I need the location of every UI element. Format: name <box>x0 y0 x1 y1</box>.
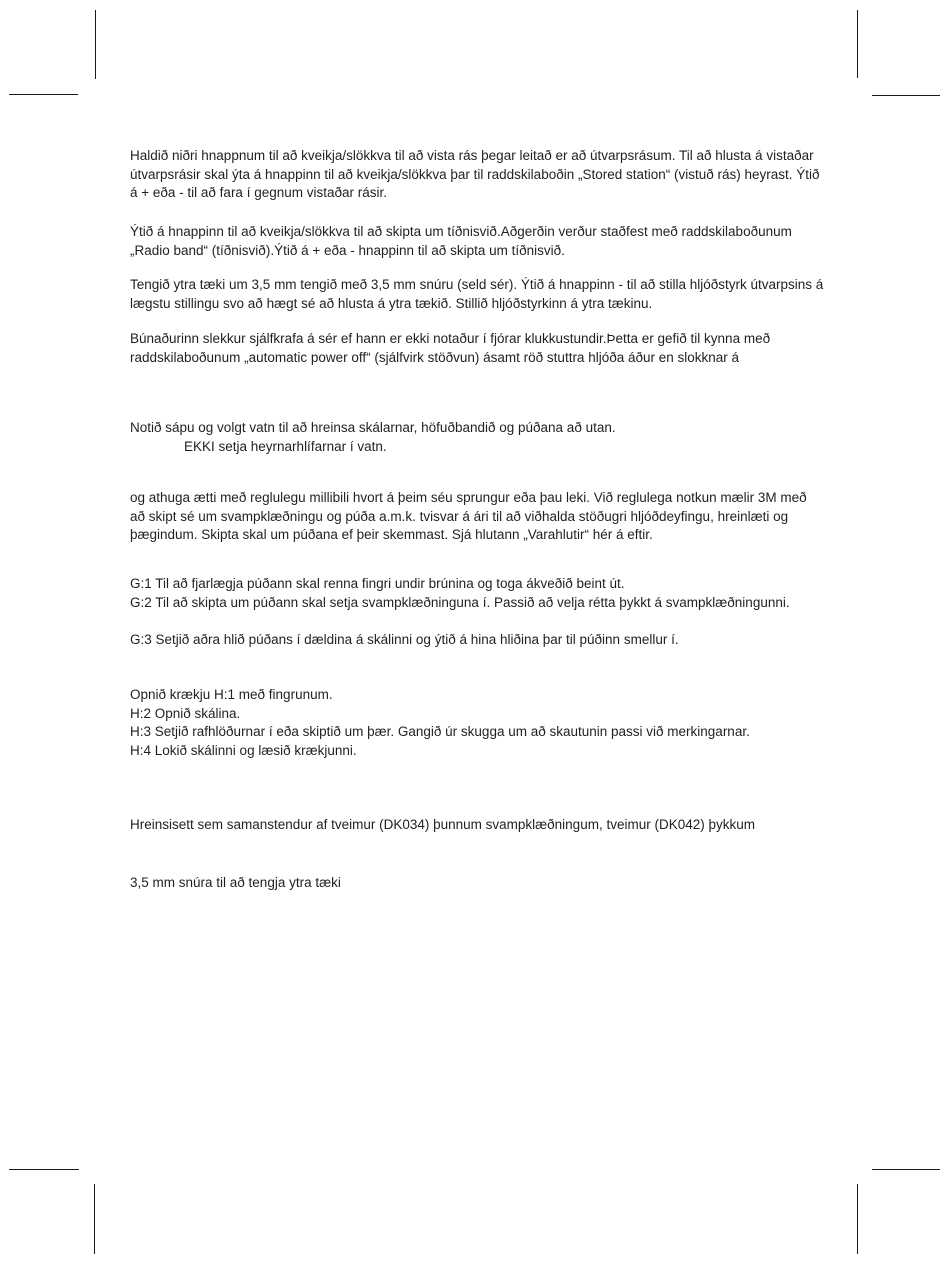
steps-h1-h4 <box>130 686 890 760</box>
paragraph-cleaning <box>130 419 890 456</box>
text-line: Ýtið á hnappinn til að kveikja/slökkva til að skipta um tíðnisvið.Aðgerðin verður staðfest með raddskilaboðunum <box>130 224 792 239</box>
text-line: Haldið niðri hnappnum til að kveikja/slökkva til að vista rás þegar leitað er að útvarpsrásum. Til að hlusta á vistaðar <box>130 148 814 163</box>
text-line: G:2 Til að skipta um púðann skal setja svampklæðninguna í. Passið að velja rétta þykkt á svampklæðningunni. <box>130 594 790 610</box>
crop-mark-bottom-left-horizontal <box>9 1169 79 1170</box>
text-line: H:4 Lokið skálinni og læsið krækjunni. <box>130 742 357 758</box>
text-line: og athuga ætti með reglulegu millibili hvort á þeim séu sprungur eða þau leki. Við reglulega notkun mælir 3M með <box>130 490 807 505</box>
paragraph-hygiene-kit <box>130 816 890 835</box>
text-line: Notið sápu og volgt vatn til að hreinsa skálarnar, höfuðbandið og púðana að utan. <box>130 420 616 435</box>
text-line: H:2 Opnið skálina. <box>130 705 241 721</box>
paragraph-external-device <box>130 276 890 313</box>
text-line: raddskilaboðunum „automatic power off“ (sjálfvirk stöðvun) ásamt röð stuttra hljóða áður en slokknar á <box>130 349 740 365</box>
step-g3 <box>130 631 890 650</box>
crop-mark-bottom-left-vertical <box>94 1184 95 1254</box>
text-line: EKKI setja heyrnarhlífarnar í vatn. <box>184 438 387 454</box>
paragraph-automatic-power-off <box>130 330 890 367</box>
crop-mark-top-left-horizontal <box>9 94 78 95</box>
text-line: „Radio band“ (tíðnisvið).Ýtið á + eða - hnappinn til að skipta um tíðnisvið. <box>130 242 565 258</box>
crop-mark-top-left-vertical <box>95 10 96 79</box>
steps-g1-g2 <box>130 575 890 612</box>
text-line: G:3 Setjið aðra hlið púðans í dældina á skálinni og ýtið á hina hliðina þar til púðinn smellur í. <box>130 632 679 647</box>
page-content <box>130 0 890 1264</box>
text-line: 3,5 mm snúra til að tengja ytra tæki <box>130 875 341 890</box>
paragraph-maintenance <box>130 489 890 545</box>
text-line: þægindum. Skipta skal um púðana ef þeir skemmast. Sjá hlutann „Varahlutir“ hér á eftir. <box>130 527 653 543</box>
text-line: að skipt sé um svampklæðningu og púða a.m.k. tvisvar á ári til að viðhalda stöðugri hljóðdeyfingu, hreinlæti og <box>130 508 789 524</box>
paragraph-radio-band <box>130 223 890 260</box>
text-line: Búnaðurinn slekkur sjálfkrafa á sér ef hann er ekki notaður í fjórar klukkustundir.Þetta er gefið til kynna með <box>130 331 771 346</box>
text-line: á + eða - til að fara í gegnum vistaðar rásir. <box>130 185 388 201</box>
text-line: Opnið krækju H:1 með fingrunum. <box>130 687 333 702</box>
text-line: Hreinsisett sem samanstendur af tveimur (DK034) þunnum svampklæðningum, tveimur (DK042) þykkum <box>130 817 755 832</box>
paragraph-store-station <box>130 147 890 203</box>
text-line: G:1 Til að fjarlægja púðann skal renna fingri undir brúnina og toga ákveðið beint út. <box>130 576 625 591</box>
text-line: H:3 Setjið rafhlöðurnar í eða skiptið um þær. Gangið úr skugga um að skautunin passi við merkingarnar. <box>130 724 750 740</box>
text-line: Tengið ytra tæki um 3,5 mm tengið með 3,5 mm snúru (seld sér). Ýtið á hnappinn - til að stilla hljóðstyrk útvarpsins á <box>130 277 824 292</box>
paragraph-cable <box>130 874 890 893</box>
text-line: útvarpsrásir skal ýta á hnappinn til að kveikja/slökkva þar til raddskilaboðin „Stored station“ (vistuð rás) heyrast. Ýtið <box>130 166 820 182</box>
text-line: lægstu stillingu svo að hægt sé að hlusta á ytra tækið. Stillið hljóðstyrkinn á ytra tækinu. <box>130 295 653 311</box>
